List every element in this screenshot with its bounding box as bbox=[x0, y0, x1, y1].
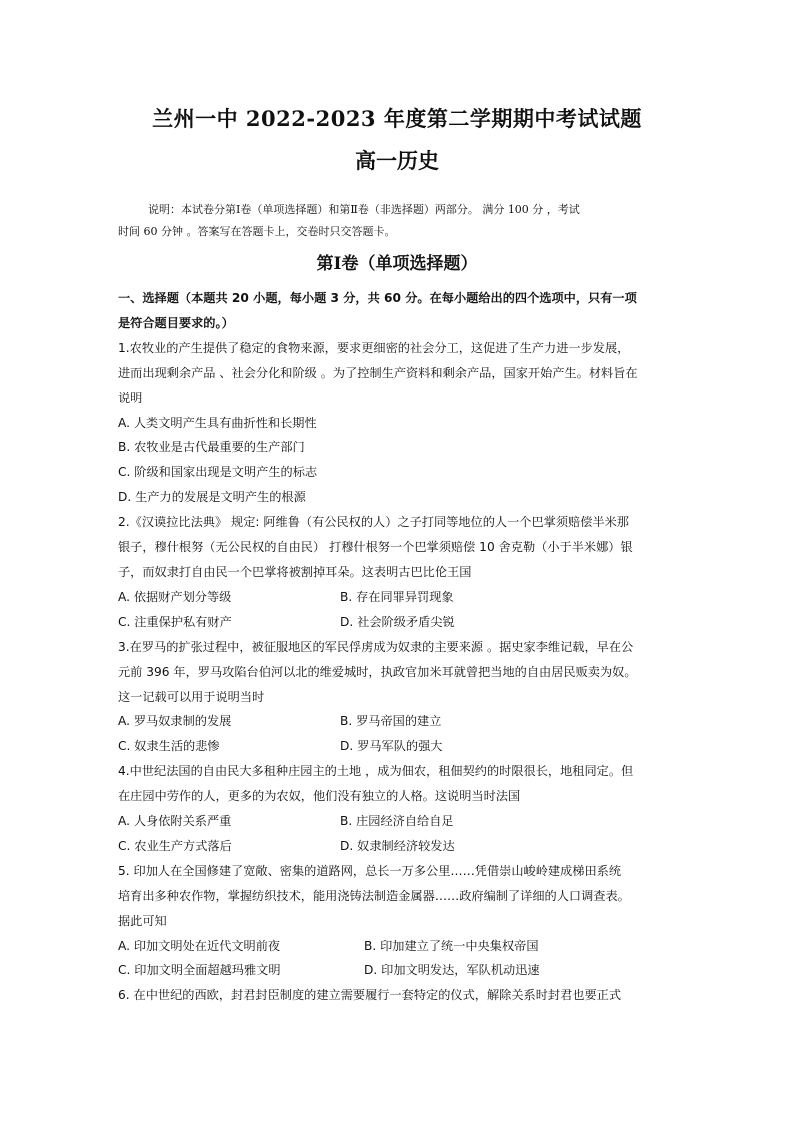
option-c: C. 阶级和国家出现是文明产生的标志 bbox=[118, 465, 318, 480]
option-b: B. 农牧业是古代最重要的生产部门 bbox=[118, 440, 305, 455]
option-c: C. 奴隶生活的悲惨 bbox=[118, 739, 220, 754]
question-line: 子，而奴隶打自由民一个巴掌将被割掉耳朵。这表明古巴比伦王国 bbox=[118, 564, 472, 579]
option-a: A. 人身依附关系严重 bbox=[118, 814, 232, 829]
note-line-1: 说明：本试卷分第Ⅰ卷（单项选择题）和第Ⅱ卷（非选择题）两部分。 满分 100 分 ，考试 bbox=[148, 203, 580, 216]
question-line: 据此可知 bbox=[118, 913, 167, 928]
question-3 bbox=[118, 635, 688, 760]
option-b: B. 罗马帝国的建立 bbox=[340, 714, 442, 729]
option-row bbox=[118, 934, 688, 959]
note-line-2: 时间 60 分钟 。答案写在答题卡上，交卷时只交答题卡。 bbox=[118, 225, 396, 238]
option-row bbox=[118, 585, 688, 610]
instructions-line-2: 是符合题目要求的。） bbox=[118, 315, 234, 330]
option-b: B. 存在同罪异罚现象 bbox=[340, 589, 454, 604]
question-line: 培育出多种农作物，掌握纺织技术，能用浇铸法制造金属器……政府编制了详细的人口调查表。 bbox=[118, 888, 630, 903]
option-c: C. 农业生产方式落后 bbox=[118, 838, 232, 853]
question-5 bbox=[118, 859, 688, 984]
question-line: 1.农牧业的产生提供了稳定的食物来源，要求更细密的社会分工，这促进了生产力进一步发展， bbox=[118, 340, 630, 355]
option-row bbox=[118, 734, 688, 759]
question-1 bbox=[118, 336, 688, 510]
question-2 bbox=[118, 510, 688, 635]
option-c: C. 印加文明全面超越玛雅文明 bbox=[118, 963, 281, 978]
question-line: 6. 在中世纪的西欧，封君封臣制度的建立需要履行一套特定的仪式，解除关系时封君也要正式 bbox=[118, 988, 622, 1003]
question-line: 5. 印加人在全国修建了宽敞、密集的道路网，总长一万多公里……凭借崇山峻岭建成梯田系统 bbox=[118, 863, 622, 878]
option-d: D. 生产力的发展是文明产生的根源 bbox=[118, 490, 306, 505]
question-6 bbox=[118, 983, 688, 1008]
exam-title: 兰州一中 2022-2023 年度第二学期期中考试试题 bbox=[152, 106, 642, 131]
question-line: 元前 396 年，罗马攻陷台伯河以北的维爱城时，执政官加米耳就曾把当地的自由居民贩卖为奴。 bbox=[118, 664, 637, 679]
exam-note bbox=[118, 199, 678, 243]
question-line: 3.在罗马的扩张过程中，被征服地区的军民俘虏成为奴隶的主要来源 。据史家李维记载，早在公 bbox=[118, 639, 634, 654]
option-row bbox=[118, 834, 688, 859]
option-row bbox=[118, 958, 688, 983]
option-row bbox=[118, 809, 688, 834]
option-d: D. 奴隶制经济较发达 bbox=[340, 838, 455, 853]
option-d: D. 罗马军队的强大 bbox=[340, 739, 443, 754]
option-a: A. 罗马奴隶制的发展 bbox=[118, 714, 232, 729]
exam-subject: 高一历史 bbox=[355, 148, 439, 173]
option-a: A. 人类文明产生具有曲折性和长期性 bbox=[118, 415, 317, 430]
question-line: 说明 bbox=[118, 390, 143, 405]
exam-body bbox=[118, 286, 688, 1008]
instructions-line-1: 一、选择题（本题共 20 小题，每小题 3 分，共 60 分。在每小题给出的四个选项中，只有一项 bbox=[118, 291, 637, 305]
option-row bbox=[118, 610, 688, 635]
option-b: B. 庄园经济自给自足 bbox=[340, 814, 454, 829]
option-a: A. 依据财产划分等级 bbox=[118, 589, 232, 604]
option-b: B. 印加建立了统一中央集权帝国 bbox=[364, 938, 539, 953]
question-line: 进而出现剩余产品 、社会分化和阶级 。为了控制生产资料和剩余产品，国家开始产生。材料旨在 bbox=[118, 365, 638, 380]
option-row bbox=[118, 709, 688, 734]
option-d: D. 社会阶级矛盾尖锐 bbox=[340, 614, 455, 629]
section-title: 第Ⅰ卷（单项选择题） bbox=[316, 254, 478, 274]
question-line: 这一记载可以用于说明当时 bbox=[118, 689, 265, 704]
question-line: 4.中世纪法国的自由民大多租种庄园主的土地 ，成为佃农，租佃契约的时限很长，地租同定。但 bbox=[118, 764, 634, 779]
option-c: C. 注重保护私有财产 bbox=[118, 614, 232, 629]
question-line: 银子，穆什根努（无公民权的自由民） 打穆什根努一个巴掌须赔偿 10 舍克勒（小于半米娜）银 bbox=[118, 540, 633, 555]
option-d: D. 印加文明发达，军队机动迅速 bbox=[364, 963, 540, 978]
question-4 bbox=[118, 759, 688, 859]
question-line: 2.《汉谟拉比法典》 规定: 阿维鲁（有公民权的人）之子打同等地位的人一个巴掌须赔偿半米那 bbox=[118, 515, 629, 530]
question-line: 在庄园中劳作的人，更多的为农奴，他们没有独立的人格。这说明当时法国 bbox=[118, 789, 521, 804]
option-a: A. 印加文明处在近代文明前夜 bbox=[118, 938, 281, 953]
